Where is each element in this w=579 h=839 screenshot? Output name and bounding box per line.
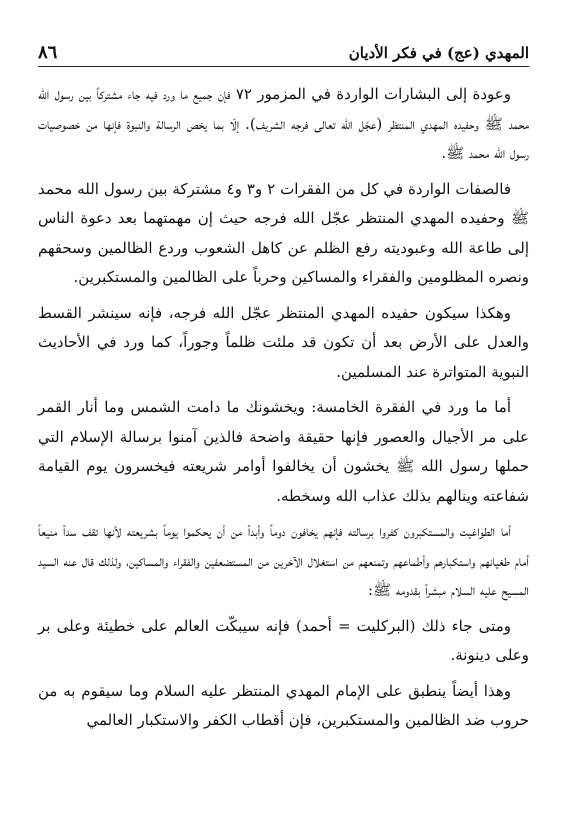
paragraph: أما الطواغيت والمستكبرون كفروا برسالته فإنهم يخافون دوماً وأبداً من أن يحكموا يوماً بشريعته لأنها تقف سداً منيعاً أمام طغيانهم واستكبارهم وأطماعهم وتمنعهم من استغلال الآخرين من المستضعفين والفقراء والمساكين، ولذلك قال عنه السيد المسيح عليه السلام مبشراً بقدومه ﷺ:	[38, 522, 529, 599]
body-text	[38, 80, 529, 736]
paragraph: وعودة إلى البشارات الواردة في المزمور ٧٢ فإن جميع ما ورد فيه جاء مشتركاً بين رسول الله محمد ﷺ وحفيده المهدي المنتظر (عجّل الله تعالى فرجه الشريف). إلّا بما يخص الرسالة والنبوة فإنها من خصوصيات رسول الله محمد ﷺ.	[38, 85, 529, 162]
page-number: ٨٦	[38, 42, 58, 63]
page-header	[38, 34, 529, 67]
paragraph: وهكذا سيكون حفيده المهدي المنتظر عجّل الله فرجه، فإنه سينشر القسط والعدل على الأرض بعد أن تكون قد ملئت ظلماً وجوراً، كما ورد في الأحاديث النبوية المتواترة عند المسلمين.	[38, 303, 529, 381]
running-title: المهدي (عج) في فكر الأديان	[348, 44, 529, 62]
paragraph: أما ما ورد في الفقرة الخامسة: ويخشونك ما دامت الشمس وما أنار القمر على مر الأجيال والعصور فإنها حقيقة واضحة فالذين آمنوا برسالة الإسلام التي حملها رسول الله ﷺ يخشون أن يخالفوا أوامر شريعته فيخسرون يوم القيامة شفاعته وينالهم بذلك عذاب الله وسخطه.	[38, 398, 529, 505]
paragraph: ومتى جاء ذلك (البركليت = أحمد) فإنه سيبكّت العالم على خطيئة وعلى بر وعلى دينونة.	[38, 616, 529, 664]
paragraph: وهذا أيضاً ينطبق على الإمام المهدي المنتظر عليه السلام وما سيقوم به من حروب ضد الظالمين والمستكبرين، فإن أقطاب الكفر والاستكبار العالمي	[38, 681, 529, 729]
paragraph: فالصفات الواردة في كل من الفقرات ٢ و٣ و٤ مشتركة بين رسول الله محمد ﷺ وحفيده المهدي المنتظر عجّل الله فرجه حيث إن مهمتهما بعد دعوة الناس إلى طاعة الله وعبوديته رفع الظلم عن كاهل الشعوب وردع الظالمين وسحقهم ونصره المظلومين والفقراء والمساكين وحرباً على الظالمين والمستكبرين.	[38, 179, 529, 286]
